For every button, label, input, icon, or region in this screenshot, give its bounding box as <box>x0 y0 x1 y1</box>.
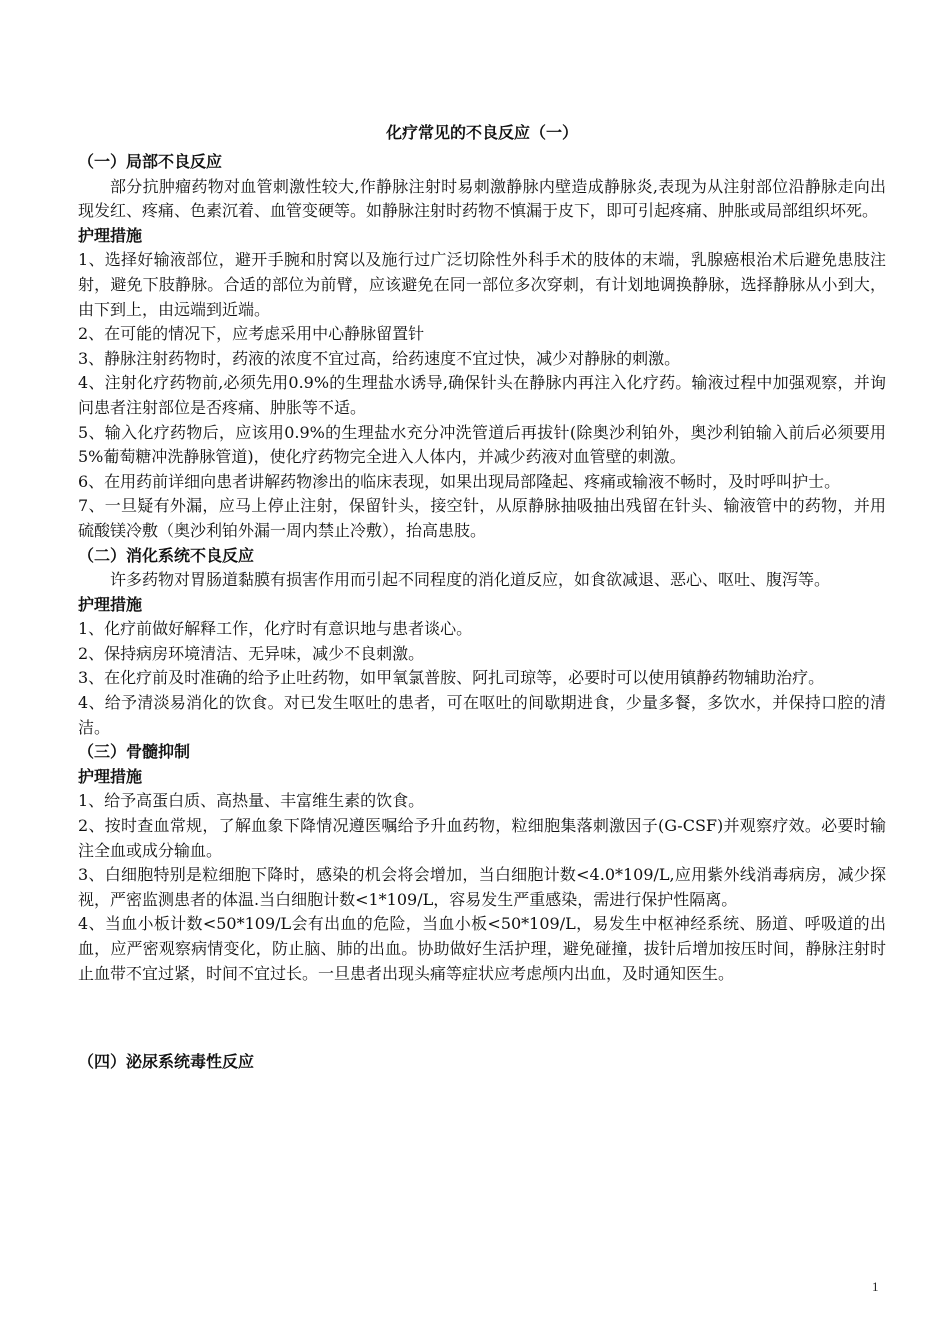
measure-item: 3、白细胞特别是粒细胞下降时，感染的机会将会增加，当白细胞计数<4.0*109/L,应用紫外线消毒病房，减少探视，严密监测患者的体温.当白细胞计数<1*109/L，容易发生严重感染，需进行保护性隔离。 <box>78 865 886 909</box>
measure-item: 5、输入化疗药物后，应该用0.9%的生理盐水充分冲洗管道后再拔针(除奥沙利铂外，奥沙利铂输入前后必须要用5%葡萄糖冲洗静脉管道)，使化疗药物完全进入人体内，并减少药液对血管壁的刺激。 <box>78 422 886 467</box>
measure-item: 1、给予高蛋白质、高热量、丰富维生素的饮食。 <box>78 791 425 811</box>
page-number: 1 <box>872 1279 879 1294</box>
measure-item: 2、在可能的情况下，应考虑采用中心静脉留置针 <box>78 324 425 344</box>
measures-heading-digestive: 护理措施 <box>78 594 143 614</box>
measure-item: 1、选择好输液部位，避开手腕和肘窝以及施行过广泛切除性外科手术的肢体的末端，乳腺癌根治术后避免患肢注射，避免下肢静脉。合适的部位为前臂，应该避免在同一部位多次穿刺，有计划地调换静脉，选择静脉从小到大，由下到上，由远端到近端。 <box>78 250 886 319</box>
measure-item: 2、保持病房环境清洁、无异味，减少不良刺激。 <box>78 643 425 663</box>
section-heading-local-reactions: （一）局部不良反应 <box>78 152 223 171</box>
document-body <box>78 120 886 1075</box>
section-heading-urinary: （四）泌尿系统毒性反应 <box>78 1052 255 1072</box>
measures-heading-local-reactions: 护理措施 <box>78 225 143 245</box>
section-intro-digestive: 许多药物对胃肠道黏膜有损害作用而引起不同程度的消化道反应，如食欲减退、恶心、呕吐、腹泻等。 <box>110 570 831 590</box>
measure-item: 6、在用药前详细向患者讲解药物渗出的临床表现，如果出现局部隆起、疼痛或输液不畅时，及时呼叫护士。 <box>78 471 841 491</box>
measure-item: 4、给予清淡易消化的饮食。对已发生呕吐的患者，可在呕吐的间歇期进食，少量多餐，多饮水，并保持口腔的清洁。 <box>78 693 886 737</box>
section-heading-digestive: （二）消化系统不良反应 <box>78 545 255 565</box>
measures-heading-bone-marrow: 护理措施 <box>78 766 143 786</box>
measure-item: 2、按时查血常规，了解血象下降情况遵医嘱给予升血药物，粒细胞集落刺激因子(G-CSF)并观察疗效。必要时输注全血或成分输血。 <box>78 816 886 860</box>
document-title: 化疗常见的不良反应（一） <box>385 123 578 142</box>
measure-item: 4、当血小板计数<50*109/L会有出血的危险，当血小板<50*109/L，易发生中枢神经系统、肠道、呼吸道的出血，应严密观察病情变化，防止脑、肺的出血。协助做好生活护理，避免碰撞，拔针后增加按压时间，静脉注射时止血带不宜过紧，时间不宜过长。一旦患者出现头痛等症状应考虑颅内出血，及时通知医生。 <box>78 914 886 983</box>
section-intro-local-reactions: 部分抗肿瘤药物对血管刺激性较大,作静脉注射时易刺激静脉内壁造成静脉炎,表现为从注射部位沿静脉走向出现发红、疼痛、色素沉着、血管变硬等。如静脉注射时药物不慎漏于皮下，即可引起疼痛、肿胀或局部组织坏死。 <box>78 176 886 221</box>
section-heading-bone-marrow: （三）骨髓抑制 <box>78 742 191 762</box>
measure-item: 7、一旦疑有外漏，应马上停止注射，保留针头，接空针，从原静脉抽吸抽出残留在针头、输液管中的药物，并用硫酸镁冷敷（奥沙利铂外漏一周内禁止冷敷），抬高患肢。 <box>78 496 886 540</box>
measure-item: 4、注射化疗药物前,必须先用0.9%的生理盐水诱导,确保针头在静脉内再注入化疗药。输液过程中加强观察，并询问患者注射部位是否疼痛、肿胀等不适。 <box>78 373 886 417</box>
measure-item: 3、在化疗前及时准确的给予止吐药物，如甲氧氯普胺、阿扎司琼等，必要时可以使用镇静药物辅助治疗。 <box>78 668 825 688</box>
measure-item: 1、化疗前做好解释工作，化疗时有意识地与患者谈心。 <box>78 619 473 639</box>
measure-item: 3、静脉注射药物时，药液的浓度不宜过高，给药速度不宜过快，减少对静脉的刺激。 <box>78 348 681 368</box>
blank-space <box>78 986 886 1050</box>
